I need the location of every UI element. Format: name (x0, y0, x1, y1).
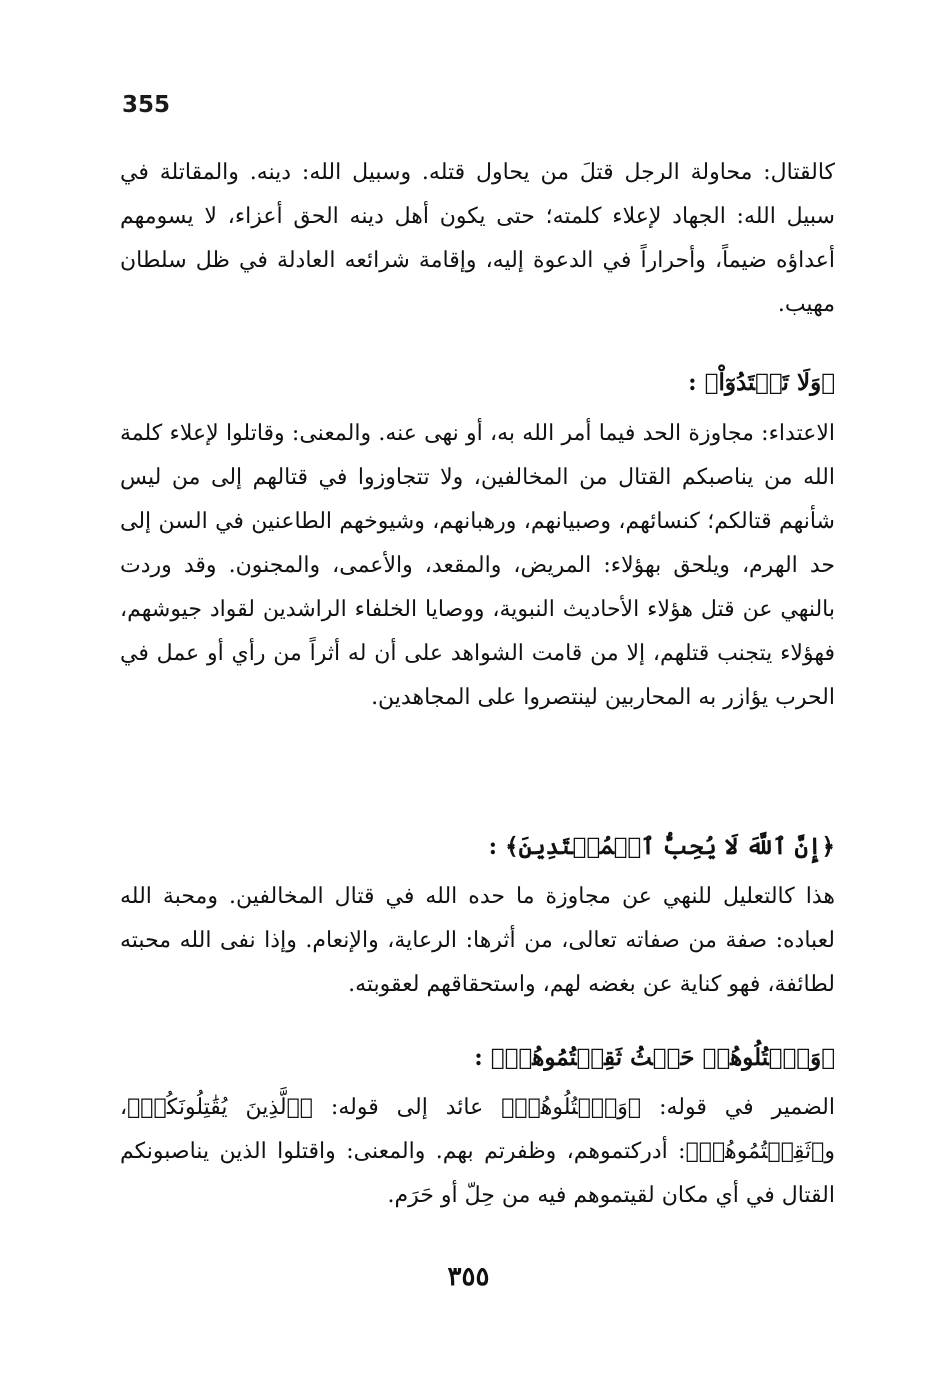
page-number-top: 355 (122, 92, 171, 118)
paragraph-1: كالقتال: محاولة الرجل قتلَ من يحاول قتله. وسبيل الله: دينه. والمقاتلة في سبيل الله: الجهاد لإعلاء كلمته؛ حتى يكون أهل دينه الحق أعزاء، لا يسومهم أعداؤه ضيماً، وأحراراً في الدعوة إليه، وإقامة شرائعه العادلة في ظل سلطان مهيب. (120, 160, 835, 317)
paragraph-2: الاعتداء: مجاوزة الحد فيما أمر الله به، أو نهى عنه. والمعنى: وقاتلوا لإعلاء كلمة الله من يناصبكم القتال من المخالفين، ولا تتجاوزوا في قتالهم إلى من ليس شأنهم قتالكم؛ كنسائهم، وصبيانهم، ورهبانهم، وشيوخهم الطاعنين في السن إلى حد الهرم، ويلحق بهؤلاء: المريض، والمقعد، والأعمى، والمجنون. وقد وردت بالنهي عن قتل هؤلاء الأحاديث النبوية، ووصايا الخلفاء الراشدين لقواد جيوشهم، فهؤلاء يتجنب قتلهم، إلا من قامت الشواهد على أن له أثراً من رأي أو عمل في الحرب يؤازر به المحاربين لينتصروا على المجاهدين. (120, 421, 835, 710)
page-number-bottom: ٣٥٥ (447, 1262, 490, 1292)
paragraph-3: هذا كالتعليل للنهي عن مجاوزة ما حده الله في قتال المخالفين. ومحبة الله لعباده: صفة من صفاته تعالى، من أثرها: الرعاية، والإنعام. وإذا نفى الله محبته لطائفة، فهو كناية عن بغضه لهم، واستحقاقهم لعقوبته. (120, 884, 835, 997)
verse-heading-2: ﴿إِنَّ ٱللَّهَ لَا يُحِبُّ ٱلۡمُعۡتَدِينَ﴾ : (488, 833, 835, 860)
verse-heading-3: ﴿وَٱقۡتُلُوهُمۡ حَيۡثُ ثَقِفۡتُمُوهُمۡ﴾ : (474, 1044, 835, 1071)
verse-heading-1: ﴿وَلَا تَعۡتَدُوٓاْ﴾ : (688, 369, 835, 396)
paragraph-4: الضمير في قوله: ﴿وَٱقۡتُلُوهُمۡ﴾ عائد إلى قوله: ﴿ٱلَّذِينَ يُقَٰتِلُونَكُمۡ﴾، و﴿ثَقِفۡتُمُوهُمۡ﴾: أدركتموهم، وظفرتم بهم. والمعنى: واقتلوا الذين يناصبونكم القتال في أي مكان لقيتموهم فيه من حِلّ أو حَرَم. (120, 1095, 835, 1208)
